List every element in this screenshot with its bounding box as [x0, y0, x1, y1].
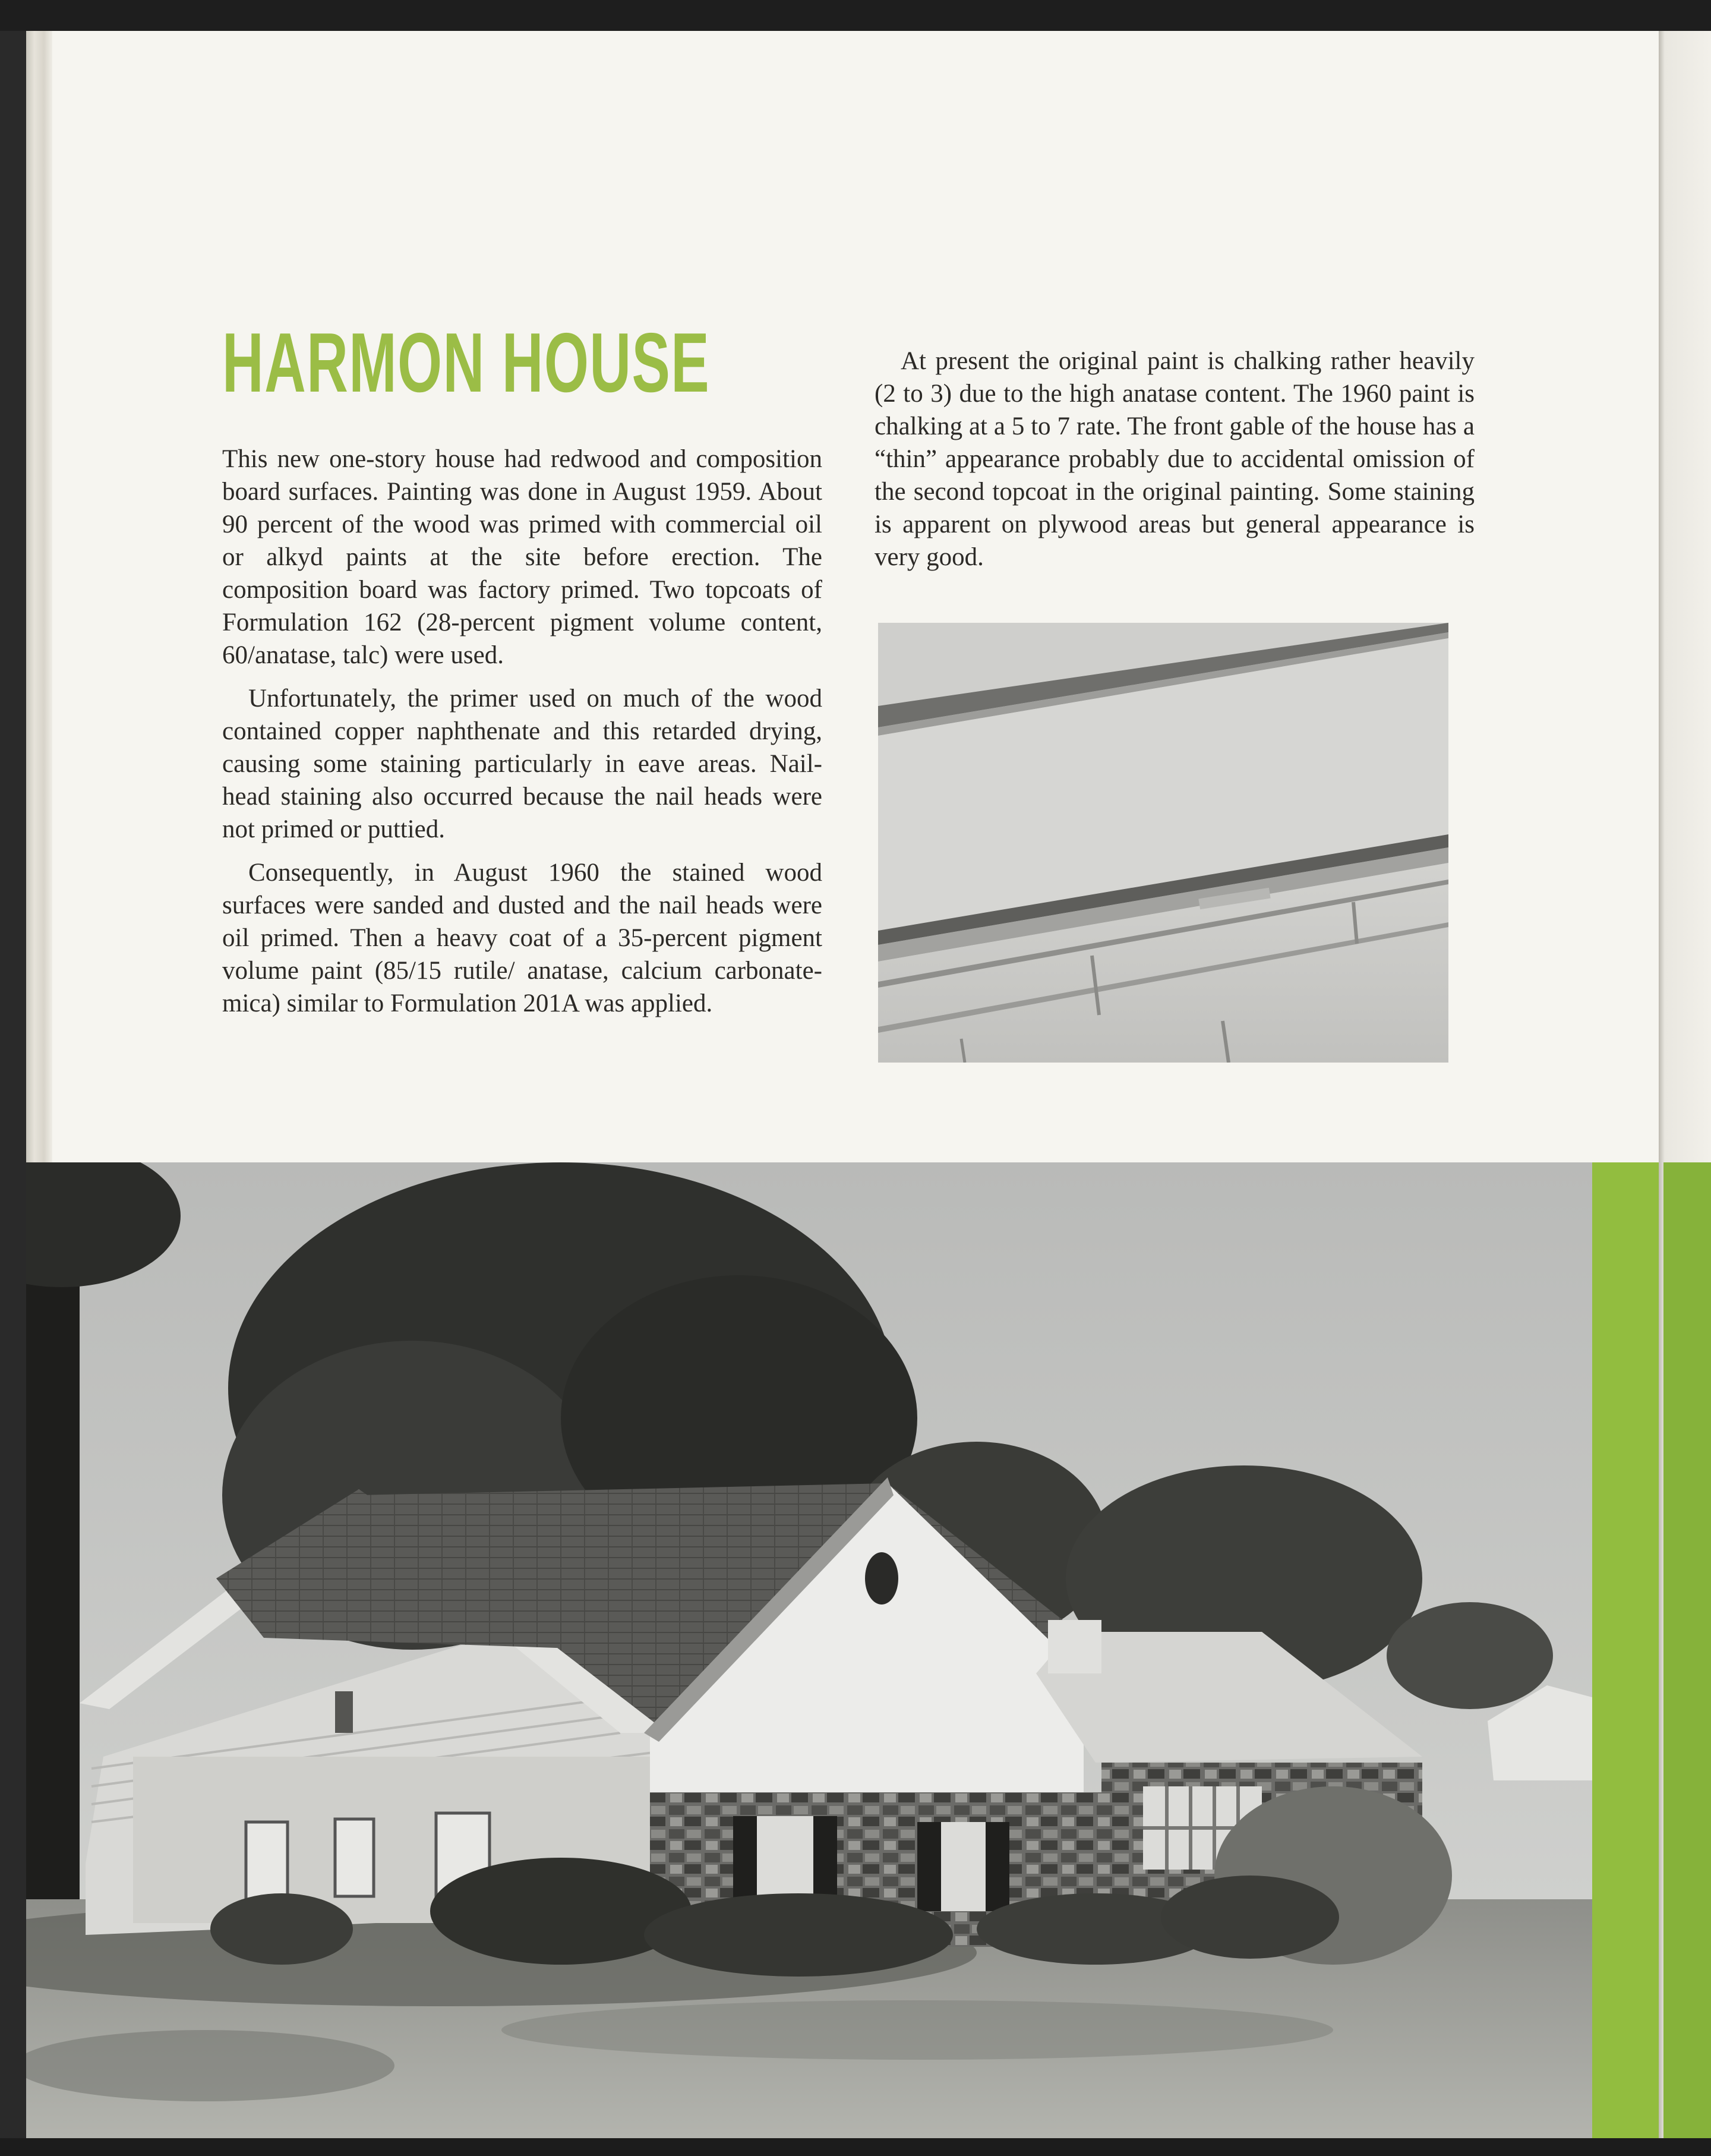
scan-background-bottom — [0, 2138, 1711, 2156]
facing-page-green-band — [1663, 1162, 1711, 2138]
harmon-house-photo — [26, 1162, 1592, 2138]
siding-closeup-photo — [878, 623, 1448, 1063]
article-title: HARMON HOUSE — [222, 316, 711, 410]
paragraph-2: Unfortunately, the primer used on much of the wood contained copper naphthenate and this retarded drying, causing some staining particularly in eave areas. Nail-head staining also occurred because the nail heads were not primed or puttied. — [222, 685, 822, 843]
right-text-column — [875, 345, 1475, 584]
left-text-column — [222, 443, 822, 1030]
paragraph-3: Consequently, in August 1960 the stained wood surfaces were sanded and dusted and the nail heads were oil primed. Then a heavy coat of a 35-percent pigment volume paint (85/15 rutile/ anatase, calcium carbonate-mica) similar to Formulation 201A was applied. — [222, 859, 822, 1017]
green-accent-band — [1592, 1162, 1659, 2138]
paragraph-1: This new one-story house had redwood and composition board surfaces. Painting was done in August 1959. About 90 percent of the wood was primed with commercial oil or alkyd paints at the site before erection. The composition board was factory primed. Two topcoats of Formulation 162 (28-percent pigment volume content, 60/anatase, talc) were used. — [222, 445, 822, 669]
paragraph-4: At present the original paint is chalking rather heavily (2 to 3) due to the high anatase content. The 1960 paint is chalking at a 5 to 7 rate. The front gable of the house has a “thin” appearance probably due to accidental omission of the second topcoat in the original painting. Some staining is apparent on plywood areas but general appearance is very good. — [875, 347, 1475, 571]
scan-background-top — [0, 0, 1711, 31]
